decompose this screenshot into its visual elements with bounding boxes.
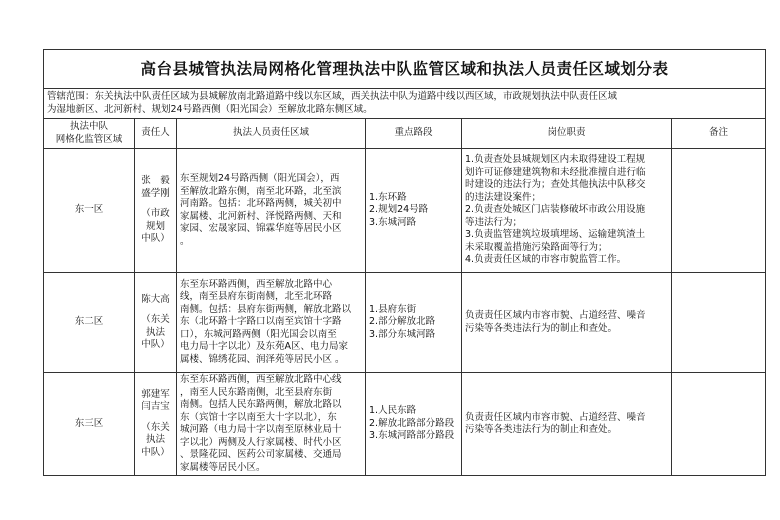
header-person: 责任人 — [135, 119, 177, 149]
person-unit — [138, 208, 173, 246]
person-name: 郭建军 — [141, 388, 170, 400]
area-line: 至解放北路东侧，南至北环路，北至滨 — [180, 185, 342, 197]
duty-line: 负责责任区域内市容市貌、占道经营、噪音 — [465, 411, 646, 423]
person-name: 张 毅 — [141, 175, 170, 187]
title-row — [44, 50, 766, 89]
area-cell — [177, 149, 366, 273]
unit-line: （东关执法 — [141, 314, 170, 338]
area-line: 家属楼等居民小区。 — [180, 461, 266, 473]
area-line: 口），东城河路两侧（阳光国会以南至 — [180, 328, 337, 340]
table-title: 高台县城管执法局网格化管理执法中队监管区域和执法人员责任区域划分表 — [44, 50, 766, 89]
duty-cell — [462, 273, 672, 373]
header-grid-line: 网格化监管区域 — [55, 133, 123, 145]
duty-line: 划许可证修建建筑物和未经批准擅自进行临 — [465, 166, 646, 178]
duty-line: 负责责任区域内市容市貌、占道经营、噪音 — [465, 310, 646, 321]
duty-cell — [462, 149, 672, 273]
duty-line: 等违法行为； — [465, 216, 523, 228]
table-row — [44, 373, 766, 476]
person-unit — [138, 314, 173, 352]
header-grid-line: 执法中队 — [69, 121, 108, 132]
area-line: 东（北环路十字路口以南至宾馆十字路 — [180, 316, 342, 328]
grid-cell: 东二区 — [44, 273, 135, 373]
unit-line: 中队） — [141, 339, 170, 350]
area-line: 东至东环路西侧，西至解放北路中心 — [180, 278, 333, 290]
unit-line: （东关执法 — [141, 421, 170, 446]
road-item: 3.部分东城河路 — [369, 328, 436, 340]
road-item: 1.人民东路 — [369, 405, 417, 417]
header-row — [44, 119, 766, 149]
road-item: 2.解放北路部分路段 — [369, 417, 455, 429]
scope-line: 管辖范围：东关执法中队责任区域为县城解放南北路道路中线以东区域，西关执法中队为道路中线以西区域，市政规划执法中队责任区域 — [47, 91, 618, 102]
area-line: 、景隆花园、医药公司家属楼、交通局 — [180, 449, 342, 460]
duty-line: 2.负责查处城区门店装修破坏市政公用设施 — [465, 204, 646, 216]
area-line: 属楼、锦绣花园、润泽苑等居民小区 。 — [180, 353, 345, 365]
area-line: 家园、宏晟家园、锦霖华庭等居民小区 — [180, 223, 342, 234]
area-line: 家属楼、北河新村、泽悦路两侧、天和 — [180, 210, 342, 222]
road-item: 1.东环路 — [369, 191, 407, 203]
area-line: ，南至人民东路南侧，北至县府东街 — [180, 386, 333, 398]
scope-line: 为湿地新区、北河新村、规划24号路西侧（阳光国会）至解放北路东侧区域。 — [47, 103, 373, 115]
header-remark: 备注 — [672, 119, 766, 149]
header-roads: 重点路段 — [366, 119, 462, 149]
area-line: 。 — [180, 235, 190, 247]
area-cell — [177, 373, 366, 476]
person-name: 盛学刚 — [141, 187, 170, 199]
area-line: 线，南至县府东街南侧，北至北环路 — [180, 291, 333, 303]
table-row — [44, 149, 766, 273]
duty-line: 4.负责责任区域的市容市貌监管工作。 — [465, 254, 627, 266]
area-line: 东（宾馆十字以南至大十字以北），东 — [180, 411, 337, 423]
remark-cell — [672, 373, 766, 476]
remark-cell — [672, 273, 766, 373]
header-area: 执法人员责任区域 — [177, 119, 366, 149]
unit-line: 中队） — [141, 446, 170, 458]
road-item: 2.规划24号路 — [369, 204, 429, 216]
area-line: 河南路。包括：北环路两侧，城关初中 — [180, 198, 342, 209]
person-cell — [135, 149, 177, 273]
area-line: 电力局十字以北）及东苑A区、电力局家 — [180, 341, 348, 353]
unit-line: 中队） — [141, 233, 170, 245]
roads-cell — [366, 149, 462, 273]
remark-cell — [672, 149, 766, 273]
area-cell — [177, 273, 366, 373]
area-line: 南侧。包括人民东路两侧，解放北路以 — [180, 399, 342, 410]
duty-line: 污染等各类违法行为的制止和查处。 — [465, 322, 618, 334]
area-line: 东至东环路西侧，西至解放北路中心线 — [180, 374, 342, 385]
road-item: 2.部分解放北路 — [369, 316, 436, 328]
person-cell — [135, 273, 177, 373]
duty-line: 未采取覆盖措施污染路面等行为； — [465, 241, 608, 253]
road-item: 3.东城河路 — [369, 216, 417, 228]
duty-line: 1.负责查处县城规划区内未取得建设工程规 — [465, 154, 646, 166]
person-name: 陈大高 — [141, 293, 170, 305]
duty-line: 的违法建设案件； — [465, 191, 542, 203]
unit-line: （市政规划 — [141, 208, 170, 232]
area-line: 东至规划24号路西侧（阳光国会），西 — [180, 173, 340, 184]
person-name: 闫吉宝 — [141, 401, 170, 413]
area-line: 城河路（电力局十字以南至原林业局十 — [180, 424, 342, 435]
scope-row — [44, 89, 766, 119]
jurisdiction-scope — [44, 89, 766, 119]
person-unit — [138, 422, 173, 460]
responsibility-table — [43, 49, 766, 476]
duty-line: 3.负责监管建筑垃圾填埋场、运输建筑渣土 — [465, 229, 646, 241]
roads-cell — [366, 373, 462, 476]
roads-cell — [366, 273, 462, 373]
road-item: 1.县府东街 — [369, 303, 417, 315]
header-grid-area — [44, 119, 135, 149]
duty-cell — [462, 373, 672, 476]
duty-line: 污染等各类违法行为的制止和查处。 — [465, 424, 618, 435]
responsibility-table-sheet — [43, 49, 765, 476]
duty-line: 时建设的违法行为；查处其他执法中队移交 — [465, 179, 646, 191]
grid-cell: 东三区 — [44, 373, 135, 476]
header-duty: 岗位职责 — [462, 119, 672, 149]
area-line: 南侧。包括：县府东街两侧，解放北路以 — [180, 303, 352, 315]
person-cell — [135, 373, 177, 476]
area-line: 字以北）两侧及人行家属楼、时代小区 — [180, 436, 342, 448]
table-row — [44, 273, 766, 373]
road-item: 3.东城河路部分路段 — [369, 430, 455, 442]
grid-cell: 东一区 — [44, 149, 135, 273]
